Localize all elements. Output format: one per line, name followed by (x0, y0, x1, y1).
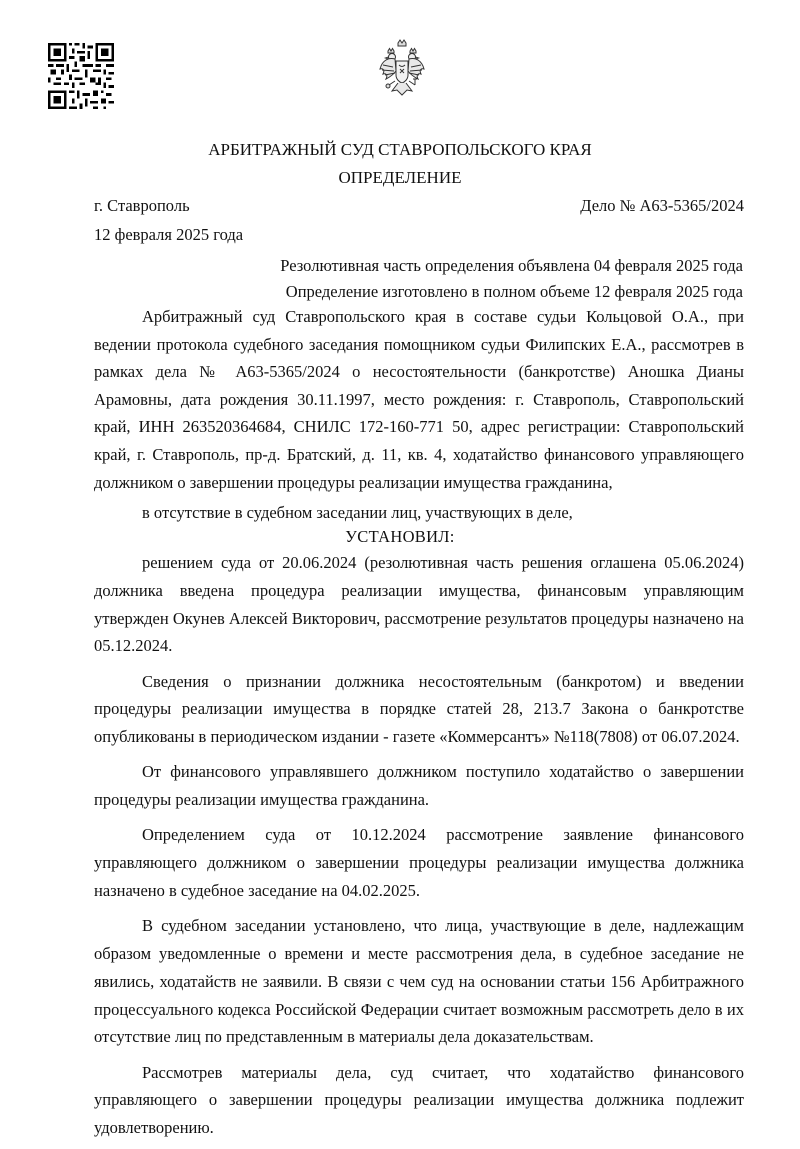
document-type-title: ОПРЕДЕЛЕНИЕ (338, 168, 462, 187)
court-name: АРБИТРАЖНЫЙ СУД СТАВРОПОЛЬСКОГО КРАЯ (208, 140, 592, 159)
document-date: 12 февраля 2025 года (94, 225, 244, 244)
intro-text: Арбитражный суд Ставропольского края в составе судьи Кольцовой О.А., при ведении протокола судебного заседания помощником судьи Филипских Е.А., рассмотрев в рамках дела № А63-5365/2024 о несостоятельности (банкротстве) Аношка Дианы Арамовны, дата рождения 30.11.1997, место рождения: г. Ставрополь, Ставропольский край, ИНН 263520364684, СНИЛС 172-160-771 50, адрес регистрации: Ставропольский край, г. Ставрополь, пр-д. Братский, д. 11, кв. 4, ходатайство финансового управляющего должником о завершении процедуры реализации имущества гражданина, (94, 307, 744, 492)
note-announced: Резолютивная часть определения объявлена 04 февраля 2025 года (280, 256, 743, 275)
main-body (94, 549, 744, 1149)
coat-of-arms-icon (378, 39, 426, 97)
city-case-row (94, 196, 744, 216)
body-paragraph: Определением суда от 10.12.2024 рассмотрение заявление финансового управляющего должником о завершении процедуры реализации имущества должника назначено в судебное заседание на 04.02.2025. (94, 825, 744, 900)
note-full-text: Определение изготовлено в полном объеме 12 февраля 2025 года (285, 282, 743, 301)
body-paragraph: От финансового управлявшего должником поступило ходатайство о завершении процедуры реализации имущества гражданина. (94, 762, 744, 810)
intro-paragraph (94, 303, 744, 496)
city-label: г. Ставрополь (94, 196, 190, 215)
case-number: Дело № А63-5365/2024 (580, 196, 744, 215)
established-heading: УСТАНОВИЛ: (345, 527, 455, 546)
body-paragraph: Сведения о признании должника несостоятельным (банкротом) и введении процедуры реализации имущества в порядке статей 28, 213.7 Закона о банкротстве опубликованы в периодическом издании - газете «Коммерсантъ» №118(7808) от 06.07.2024. (94, 671, 744, 747)
absence-text: в отсутствие в судебном заседании лиц, участвующих в деле, (142, 503, 573, 522)
qr-code-icon (48, 43, 114, 109)
body-paragraph: Рассмотрев материалы дела, суд считает, что ходатайство финансового управляющего о завершении процедуры реализации имущества должника подлежит удовлетворению. (94, 1062, 744, 1138)
absence-paragraph (94, 499, 744, 527)
body-paragraph: решением суда от 20.06.2024 (резолютивная часть решения оглашена 05.06.2024) должника введена процедура реализации имущества, финансовым управляющим утвержден Окунев Алексей Викторович, рассмотрение результатов процедуры назначено на 05.12.2024. (94, 553, 744, 656)
body-paragraph: В судебном заседании установлено, что лица, участвующие в деле, надлежащим образом уведомленные о времени и месте рассмотрения дела, в судебное заседание не явились, ходатайств не заявили. В связи с чем суд на основании статьи 156 Арбитражного процессуального кодекса Российской Федерации считает возможным рассмотреть дело в их отсутствие лиц по представленным в материалы дела доказательствам. (94, 916, 744, 1047)
